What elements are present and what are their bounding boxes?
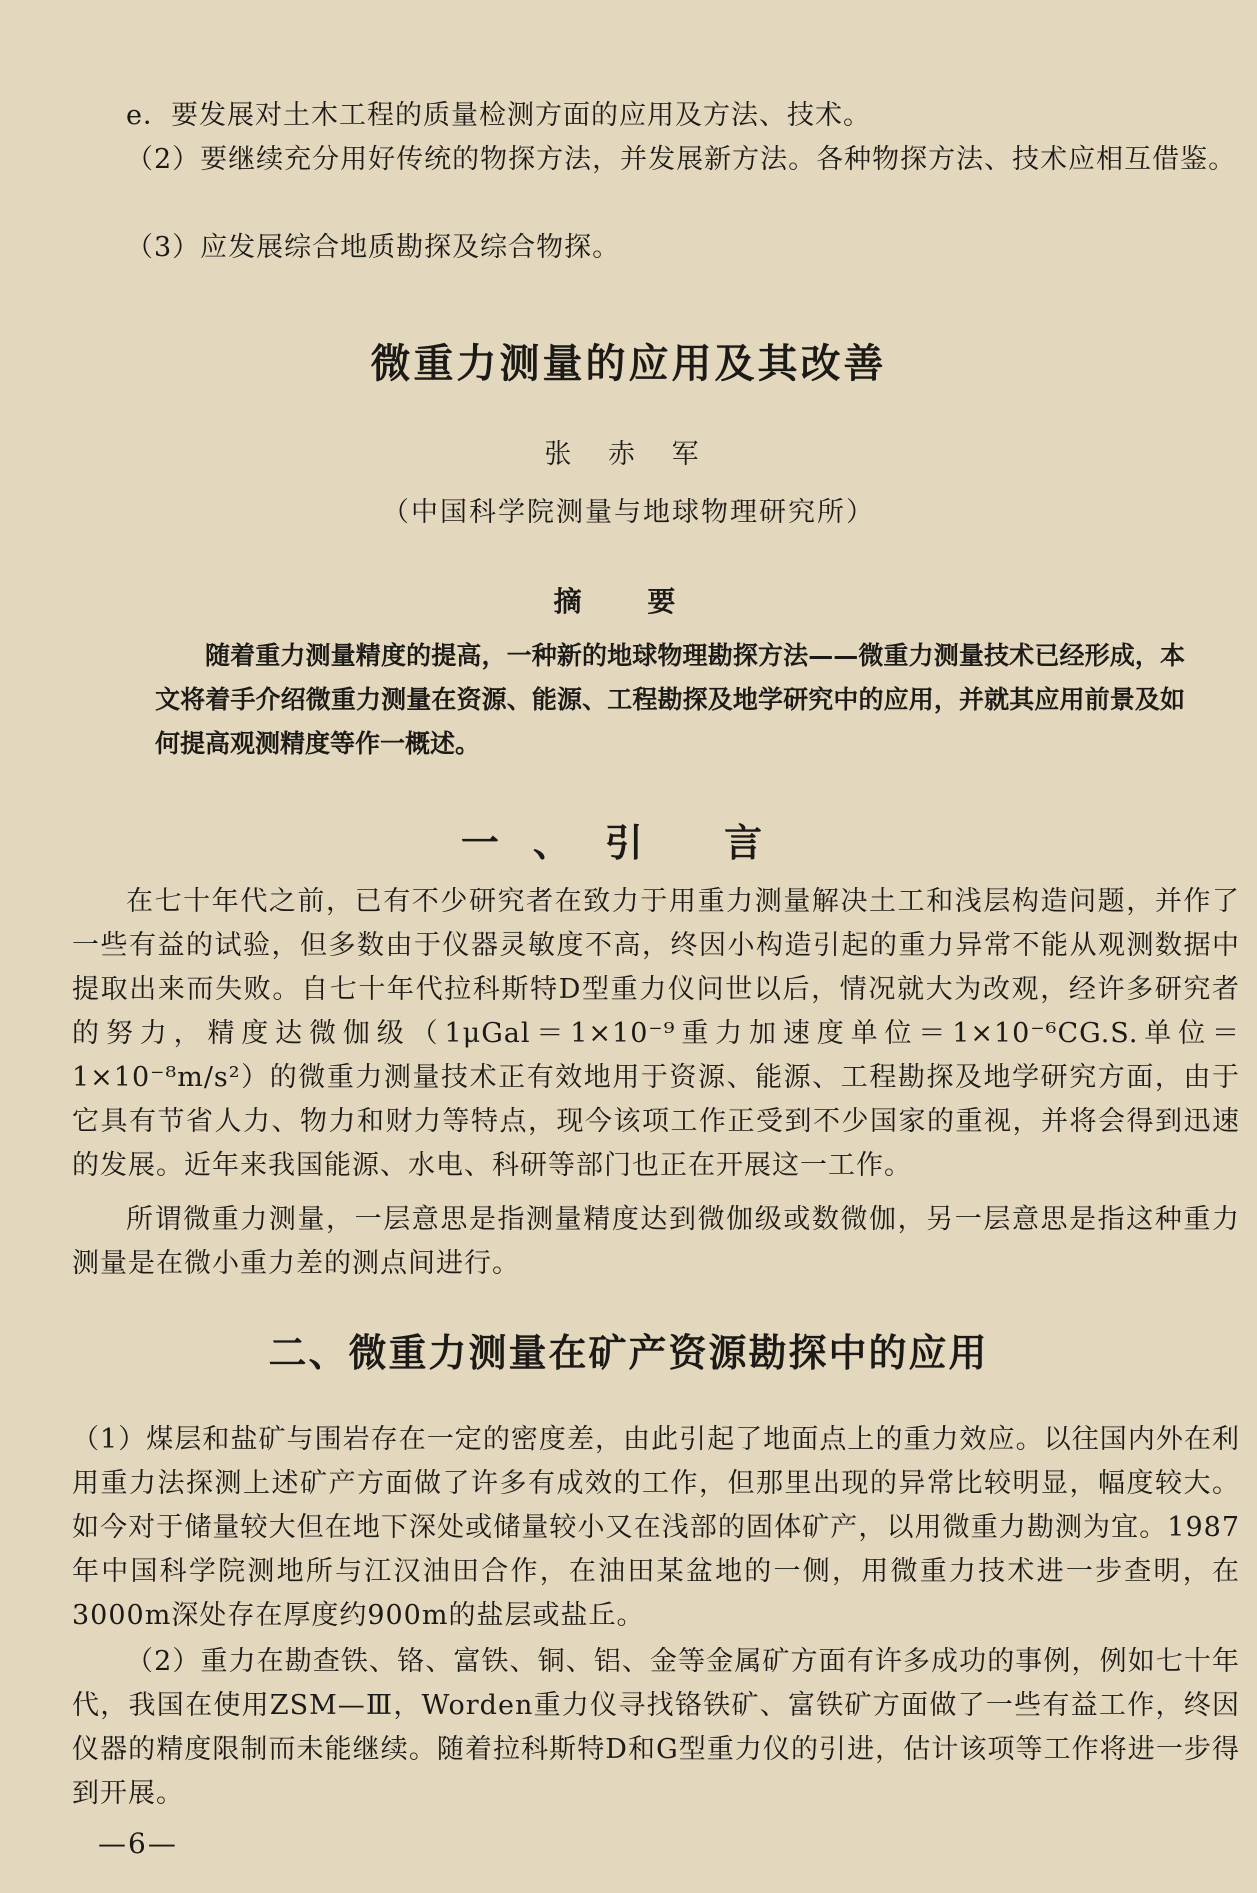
- article-title: 微重力测量的应用及其改善: [370, 340, 887, 387]
- list-item-3: （3）应发展综合地质勘探及综合物探。: [126, 232, 621, 263]
- article-author: 张 赤 军: [544, 439, 713, 470]
- section-heading-mineral-exploration: 二、微重力测量在矿产资源勘探中的应用: [268, 1330, 989, 1375]
- list-item-2: （2）要继续充分用好传统的物探方法，并发展新方法。各种物探方法、技术应相互借鉴。: [126, 144, 1237, 175]
- article-affiliation: （中国科学院测量与地球物理研究所）: [382, 497, 875, 528]
- section2-paragraph-1: （1）煤层和盐矿与围岩存在一定的密度差，由此引起了地面点上的重力效应。以往国内外在利用重力法探测上述矿产方面做了许多有成效的工作，但那里出现的异常比较明显，幅度较大。如今对于储量较大但在地下深处或储量较小又在浅部的固体矿产，以用微重力勘测为宜。1987年中国科学院测地所与江汉油田合作，在油田某盆地的一侧，用微重力技术进一步查明，在3000m深处存在厚度约900m的盐层或盐丘。: [72, 1424, 1240, 1631]
- abstract-heading: 摘 要: [553, 585, 704, 618]
- section-heading-introduction: 一、引 言: [460, 820, 797, 865]
- section1-paragraph-1: 在七十年代之前，已有不少研究者在致力于用重力测量解决土工和浅层构造问题，并作了一些有益的试验，但多数由于仪器灵敏度不高，终因小构造引起的重力异常不能从观测数据中提取出来而失败。自七十年代拉科斯特D型重力仪问世以后，情况就大为改观，经许多研究者的努力，精度达微伽级（1μGal＝1×10⁻⁹重力加速度单位＝1×10⁻⁶CG.S.单位＝1×10⁻⁸m/s²）的微重力测量技术正有效地用于资源、能源、工程勘探及地学研究方面，由于它具有节省人力、物力和财力等特点，现今该项工作正受到不少国家的重视，并将会得到迅速的发展。近年来我国能源、水电、科研等部门也正在开展这一工作。: [72, 886, 1240, 1181]
- abstract-text: 随着重力测量精度的提高，一种新的地球物理勘探方法——微重力测量技术已经形成，本文将着手介绍微重力测量在资源、能源、工程勘探及地学研究中的应用，并就其应用前景及如何提高观测精度等作一概述。: [155, 641, 1185, 758]
- section1-paragraph-2: 所谓微重力测量，一层意思是指测量精度达到微伽级或数微伽，另一层意思是指这种重力测量是在微小重力差的测点间进行。: [72, 1204, 1240, 1279]
- page-number: —6—: [98, 1827, 178, 1860]
- list-item-e: e．要发展对土木工程的质量检测方面的应用及方法、技术。: [126, 100, 871, 131]
- section2-paragraph-2: （2）重力在勘查铁、铬、富铁、铜、铝、金等金属矿方面有许多成功的事例，例如七十年代，我国在使用ZSM—Ⅲ，Worden重力仪寻找铬铁矿、富铁矿方面做了一些有益工作，终因仪器的精度限制而未能继续。随着拉科斯特D和G型重力仪的引进，估计该项等工作将进一步得到开展。: [72, 1646, 1240, 1809]
